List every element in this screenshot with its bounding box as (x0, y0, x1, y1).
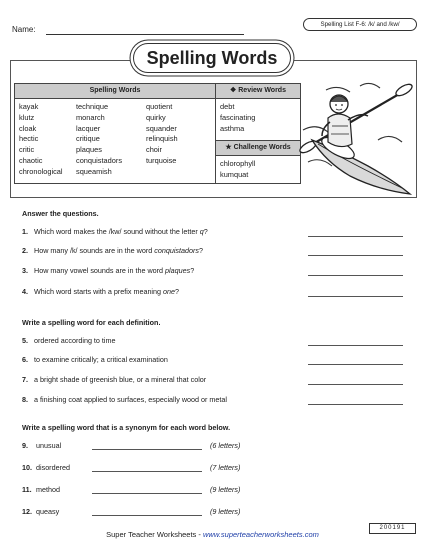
definition-7 (22, 375, 206, 384)
question-number: 7. (22, 375, 28, 384)
question-number: 3. (22, 266, 28, 275)
worksheet-code: 200191 (369, 523, 416, 534)
definition-8 (22, 395, 227, 404)
question-2 (22, 246, 203, 255)
spelling-word: cloak (19, 123, 37, 133)
spelling-word: chaotic (19, 155, 43, 165)
question-number: 4. (22, 287, 28, 296)
spelling-word: quirky (146, 112, 166, 122)
definition-text: to examine critically; a critical examination (34, 355, 168, 364)
synonym-word: disordered (36, 463, 70, 472)
spelling-word: squander (146, 123, 177, 133)
answer-line[interactable] (308, 255, 403, 256)
spelling-word: lacquer (76, 123, 101, 133)
spelling-word: kayak (19, 102, 39, 111)
spelling-word: conquistadors (76, 155, 123, 165)
question-number: 9. (22, 441, 28, 450)
question-number: 2. (22, 246, 28, 255)
answer-line[interactable] (308, 404, 403, 405)
spelling-list-tag: Spelling List F-6: /k/ and /kw/ (303, 18, 417, 31)
question-1 (22, 227, 208, 236)
name-label: Name: (12, 25, 36, 34)
challenge-words-header: ★ Challenge Words (216, 141, 301, 156)
spelling-word: quotient (146, 102, 173, 111)
answer-line[interactable] (308, 275, 403, 276)
star-icon: ★ (225, 144, 232, 151)
question-text-end: ? (203, 227, 208, 236)
footer-url-link[interactable]: www.superteacherworksheets.com (202, 530, 319, 539)
name-line (46, 34, 244, 35)
review-word-list (216, 99, 301, 141)
footer-text: Super Teacher Worksheets - (106, 530, 203, 539)
synonym-12 (22, 507, 59, 516)
letter-count-hint: (9 letters) (210, 485, 241, 494)
answer-line[interactable] (92, 471, 202, 472)
synonym-word: unusual (36, 441, 62, 450)
question-text-end: ? (190, 266, 195, 275)
definition-6 (22, 355, 168, 364)
definition-text: a bright shade of greenish blue, or a mineral that color (34, 375, 207, 384)
question-number: 1. (22, 227, 28, 236)
word-column-1 (19, 102, 76, 178)
question-text: Which word starts with a prefix meaning (34, 287, 164, 296)
question-emphasis: conquistadors (154, 246, 199, 255)
spelling-word: klutz (19, 112, 35, 122)
question-4 (22, 287, 179, 296)
answer-line[interactable] (308, 364, 403, 365)
definition-text: ordered according to time (34, 336, 116, 345)
review-icon: ❖ (230, 87, 237, 94)
challenge-word-list (216, 156, 301, 184)
spelling-word-list (15, 99, 216, 184)
spelling-word: critique (76, 134, 100, 144)
question-number: 6. (22, 355, 28, 364)
question-emphasis: one (163, 287, 176, 296)
question-text-end: ? (199, 246, 203, 255)
answer-line[interactable] (92, 515, 202, 516)
kayaker-illustration (298, 70, 413, 195)
question-number: 8. (22, 395, 28, 404)
word-table (14, 83, 301, 184)
synonym-11 (22, 485, 60, 494)
question-3 (22, 266, 194, 275)
page-title: Spelling Words (133, 43, 291, 73)
synonym-10 (22, 463, 70, 472)
question-text: Which word makes the /kw/ sound without the letter (34, 227, 200, 236)
letter-count-hint: (6 letters) (210, 441, 241, 450)
letter-count-hint: (9 letters) (210, 507, 241, 516)
definition-text: a finishing coat applied to surfaces, especially wood or metal (34, 395, 227, 404)
answer-line[interactable] (92, 493, 202, 494)
synonym-word: queasy (36, 507, 60, 516)
answer-line[interactable] (308, 236, 403, 237)
question-number: 5. (22, 336, 28, 345)
spelling-word: critic (19, 145, 35, 155)
question-text-end: ? (175, 287, 180, 296)
answer-line[interactable] (308, 384, 403, 385)
answer-line[interactable] (308, 296, 403, 297)
spelling-word: relinquish (146, 134, 178, 144)
word-column-3 (146, 102, 210, 167)
question-emphasis: plaques (165, 266, 191, 275)
spelling-word: technique (76, 102, 109, 111)
section-2-heading: Write a spelling word for each definition. (22, 318, 161, 327)
word-column-2 (76, 102, 146, 178)
footer (0, 530, 425, 539)
section-1-heading: Answer the questions. (22, 209, 99, 218)
answer-line[interactable] (308, 345, 403, 346)
review-words-header: ❖ Review Words (216, 84, 301, 99)
synonym-word: method (36, 485, 60, 494)
question-text: How many /k/ sounds are in the word (34, 246, 155, 255)
review-word: asthma (220, 123, 245, 133)
question-number: 12. (22, 507, 32, 516)
spelling-word: plaques (76, 145, 102, 155)
definition-5 (22, 336, 116, 345)
synonym-9 (22, 441, 61, 450)
question-emphasis: q (199, 227, 204, 236)
review-word: debt (220, 102, 235, 111)
spelling-words-header: Spelling Words (15, 84, 216, 99)
section-3-heading: Write a spelling word that is a synonym for each word below. (22, 423, 231, 432)
spelling-word: turquoise (146, 155, 177, 165)
answer-line[interactable] (92, 449, 202, 450)
challenge-word: chlorophyll (220, 159, 256, 168)
spelling-word: chronological (19, 166, 63, 176)
question-number: 10. (22, 463, 32, 472)
spelling-word: monarch (76, 112, 105, 122)
challenge-word: kumquat (220, 169, 249, 179)
question-text: How many vowel sounds are in the word (34, 266, 166, 275)
question-number: 11. (22, 485, 32, 494)
spelling-word: squeamish (76, 166, 112, 176)
review-word: fascinating (220, 112, 256, 122)
spelling-word: choir (146, 145, 163, 155)
spelling-word: hectic (19, 134, 39, 144)
letter-count-hint: (7 letters) (210, 463, 241, 472)
